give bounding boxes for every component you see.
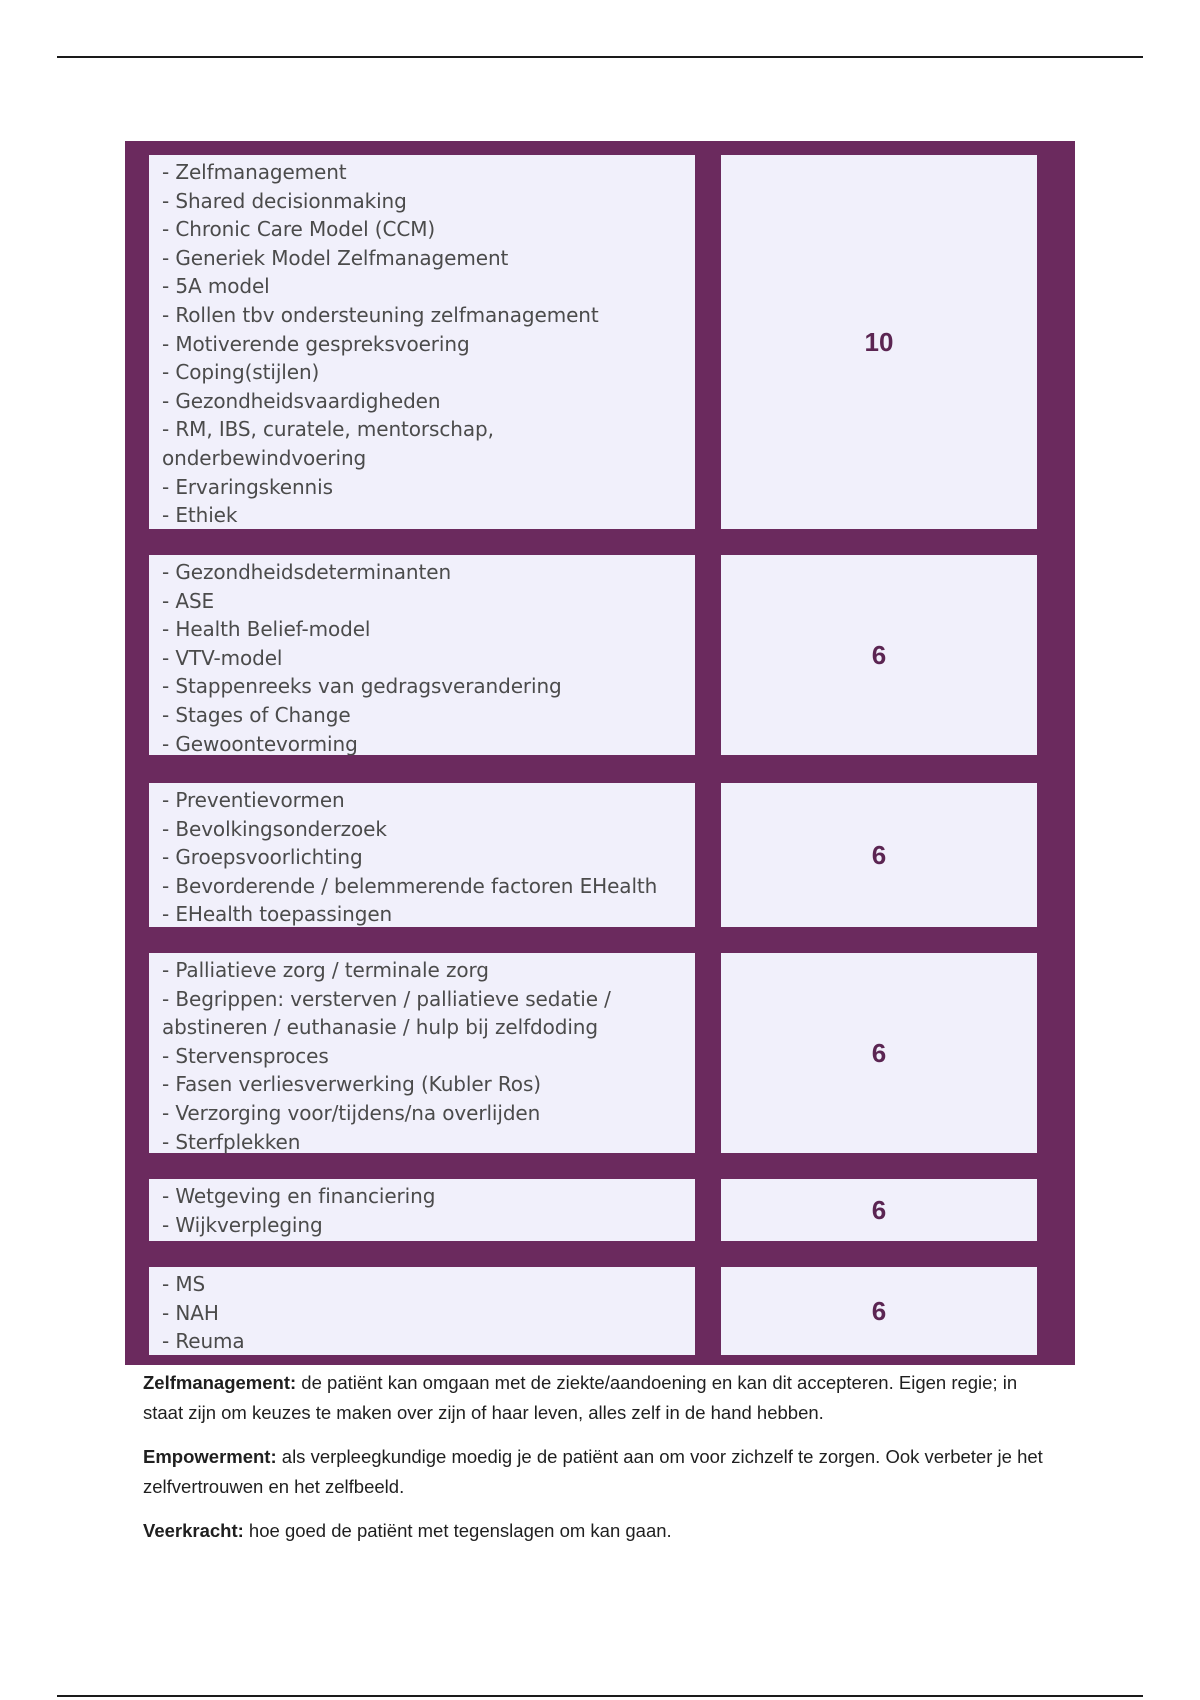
topic-line: - Sterfplekken [162,1129,301,1154]
topic-line: - VTV-model [162,645,283,670]
topic-line: - Reuma [162,1329,245,1354]
topic-line: onderbewindvoering [162,445,367,470]
definition-term: Empowerment: [143,1446,277,1467]
topic-line: - Wijkverpleging [162,1212,323,1237]
score-value: 10 [864,326,894,357]
topic-line: - Gezondheidsdeterminanten [162,560,452,584]
topics-cell [149,1179,695,1241]
topic-line: - Bevorderende / belemmerende factoren EHealth [162,873,658,898]
topic-line: - Ervaringskennis [162,474,333,499]
topic-line: - Groepsvoorlichting [162,845,363,870]
topic-line: - Generiek Model Zelfmanagement [162,245,509,270]
score-cell [721,783,1037,927]
topic-line: - Motiverende gespreksvoering [162,331,470,356]
definition-text: de patiënt kan omgaan met de ziekte/aandoening en kan dit accepteren. Eigen regie; in staat zijn om keuzes te maken over zijn of haar leven, alles zelf in de hand hebben. [143,1372,1018,1423]
topic-line: - Gezondheidsvaardigheden [162,388,441,413]
topic-line: - Chronic Care Model (CCM) [162,217,436,242]
topic-line: - Coping(stijlen) [162,360,320,385]
top-rule [57,56,1143,58]
topics-table [125,141,1075,1365]
definition-text: als verpleegkundige moedig je de patiënt aan om voor zichzelf te zorgen. Ook verbeter je het zelfvertrouwen en het zelfbeeld. [143,1446,1043,1497]
definition-paragraph [143,1516,1043,1546]
topic-line: - Health Belief-model [162,617,371,642]
score-value: 6 [871,1194,887,1225]
topics-cell [149,555,695,755]
score-value: 6 [871,1295,887,1326]
topic-line: - ASE [162,588,215,613]
topic-line: - Ethiek [162,503,238,528]
score-value: 6 [871,1037,887,1068]
definition-text: hoe goed de patiënt met tegenslagen om kan gaan. [243,1520,672,1541]
topic-line: - Wetgeving en financiering [162,1184,436,1208]
topic-line: - Gewoontevorming [162,731,358,756]
topic-line: - Stervensproces [162,1043,329,1068]
score-cell [721,1267,1037,1355]
topic-line: - RM, IBS, curatele, mentorschap, [162,417,494,442]
topic-line: - MS [162,1272,206,1296]
topic-line: - Bevolkingsonderzoek [162,816,387,841]
score-value: 6 [871,839,887,870]
topic-line: - Shared decisionmaking [162,188,407,213]
topic-line: - Rollen tbv ondersteuning zelfmanagement [162,302,599,327]
score-cell [721,953,1037,1153]
score-cell [721,155,1037,529]
topic-line: - Stappenreeks van gedragsverandering [162,674,562,699]
definitions [143,1368,1043,1560]
topic-line: - Preventievormen [162,788,345,812]
definition-paragraph [143,1368,1043,1428]
topic-line: - Fasen verliesverwerking (Kubler Ros) [162,1072,541,1097]
topic-line: abstineren / euthanasie / hulp bij zelfdoding [162,1015,598,1040]
definition-term: Zelfmanagement: [143,1372,297,1393]
topics-cell [149,783,695,927]
topics-cell [149,155,695,529]
topics-cell [149,953,695,1153]
topic-line: - Palliatieve zorg / terminale zorg [162,958,489,982]
definition-paragraph [143,1442,1043,1502]
definition-term: Veerkracht: [143,1520,244,1541]
bottom-rule [57,1695,1143,1697]
topic-line: - NAH [162,1300,219,1325]
topic-line: - Verzorging voor/tijdens/na overlijden [162,1100,541,1125]
score-cell [721,555,1037,755]
topic-line: - 5A model [162,274,270,299]
topic-line: - EHealth toepassingen [162,902,393,927]
score-cell [721,1179,1037,1241]
topic-line: - Stages of Change [162,702,351,727]
topic-line: - Begrippen: versterven / palliatieve sedatie / [162,986,611,1011]
topics-cell [149,1267,695,1355]
score-value: 6 [871,639,887,670]
topic-line: - Zelfmanagement [162,160,347,184]
